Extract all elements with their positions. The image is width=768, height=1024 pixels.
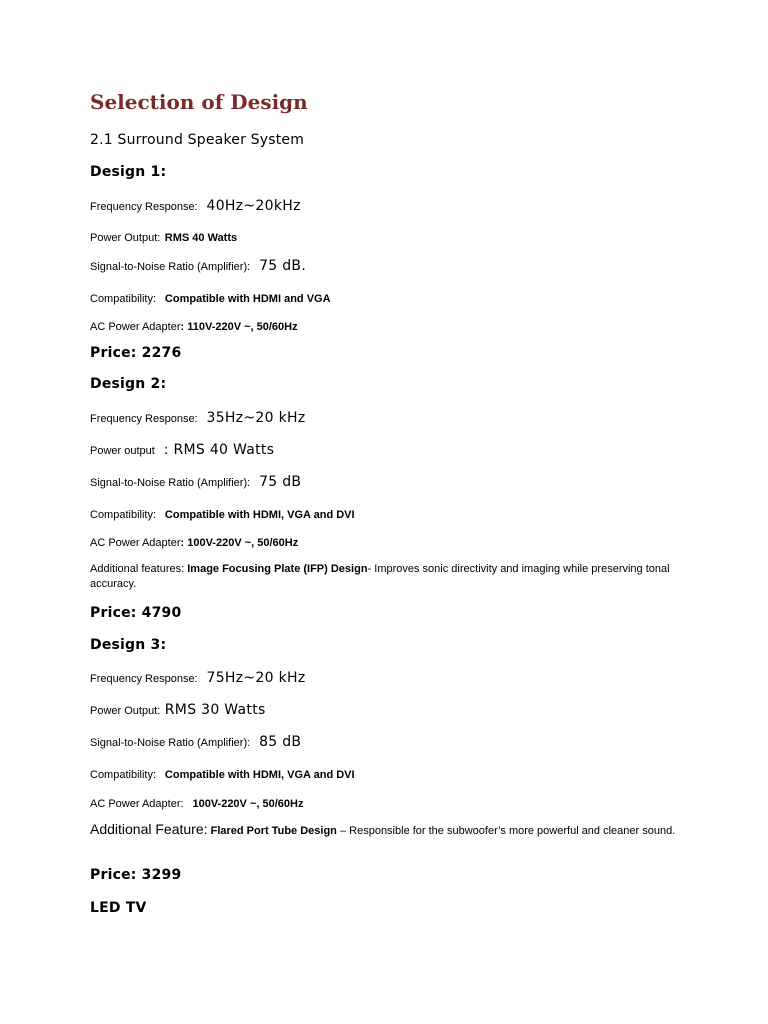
frequency-value: 75Hz~20 kHz xyxy=(206,670,306,686)
ac-value: 100V-220V ~, 50/60Hz xyxy=(192,798,304,810)
design3-heading: Design 3: xyxy=(90,637,167,653)
led-tv-heading: LED TV xyxy=(90,900,147,916)
power-label: Power output xyxy=(90,445,155,457)
compatibility-value: Compatible with HDMI and VGA xyxy=(164,293,331,305)
design2-heading: Design 2: xyxy=(90,376,167,392)
power-value: RMS 40 Watts xyxy=(164,232,238,244)
frequency-label: Frequency Response: xyxy=(90,673,198,685)
compatibility-label: Compatibility: xyxy=(90,509,157,521)
power-value: : RMS 40 Watts xyxy=(163,442,275,458)
power-value: RMS 30 Watts xyxy=(164,702,266,718)
snr-value: 85 dB xyxy=(259,734,302,750)
design1-snr-row xyxy=(90,257,306,275)
document-title: Selection of Design xyxy=(90,90,308,114)
snr-value: 75 dB xyxy=(259,474,302,490)
design1-ac-row xyxy=(90,317,298,335)
design3-frequency-row xyxy=(90,669,306,687)
snr-label: Signal-to-Noise Ratio (Amplifier): xyxy=(90,261,251,273)
design1-compat-row xyxy=(90,289,331,307)
power-label: Power Output: xyxy=(90,705,161,717)
design3-compat-row xyxy=(90,765,355,783)
design2-snr-row xyxy=(90,473,301,491)
snr-label: Signal-to-Noise Ratio (Amplifier): xyxy=(90,737,251,749)
power-label: Power Output: xyxy=(90,232,161,244)
design1-power-row xyxy=(90,228,237,246)
compatibility-value: Compatible with HDMI, VGA and DVI xyxy=(164,509,355,521)
design2-compat-row xyxy=(90,505,355,523)
design2-power-row xyxy=(90,441,274,459)
feature-description: – Responsible for the subwoofer’s more powerful and cleaner sound. xyxy=(339,825,676,837)
frequency-value: 35Hz~20 kHz xyxy=(206,410,306,426)
frequency-label: Frequency Response: xyxy=(90,413,198,425)
ac-label: AC Power Adapter xyxy=(90,321,181,333)
design2-price: Price: 4790 xyxy=(90,605,182,621)
design2-frequency-row xyxy=(90,409,306,427)
design1-frequency-row xyxy=(90,197,301,215)
ac-label: AC Power Adapter xyxy=(90,537,181,549)
ac-value: : 100V-220V ~, 50/60Hz xyxy=(180,537,299,549)
design1-heading: Design 1: xyxy=(90,164,167,180)
design3-feature-paragraph xyxy=(90,822,680,839)
design2-feature-paragraph xyxy=(90,562,680,592)
design3-price: Price: 3299 xyxy=(90,867,182,883)
snr-label: Signal-to-Noise Ratio (Amplifier): xyxy=(90,477,251,489)
design3-snr-row xyxy=(90,733,301,751)
snr-value: 75 dB. xyxy=(259,258,307,274)
compatibility-value: Compatible with HDMI, VGA and DVI xyxy=(164,769,355,781)
compatibility-label: Compatibility: xyxy=(90,293,157,305)
ac-label: AC Power Adapter: xyxy=(90,798,184,810)
feature-name: Flared Port Tube Design xyxy=(210,825,337,837)
design1-price: Price: 2276 xyxy=(90,345,182,361)
compatibility-label: Compatibility: xyxy=(90,769,157,781)
section-heading: 2.1 Surround Speaker System xyxy=(90,132,305,148)
design2-ac-row xyxy=(90,533,298,551)
design3-ac-row xyxy=(90,794,303,812)
feature-label: Additional features: xyxy=(90,563,185,575)
feature-label: Additional Feature: xyxy=(90,821,208,837)
frequency-value: 40Hz~20kHz xyxy=(206,198,301,214)
feature-name: Image Focusing Plate (IFP) Design xyxy=(187,563,368,575)
design3-power-row xyxy=(90,701,266,719)
ac-value: : 110V-220V ~, 50/60Hz xyxy=(180,321,298,333)
feature-description: - Improves sonic directivity and imaging while preserving tonal accuracy. xyxy=(90,563,670,590)
frequency-label: Frequency Response: xyxy=(90,201,198,213)
